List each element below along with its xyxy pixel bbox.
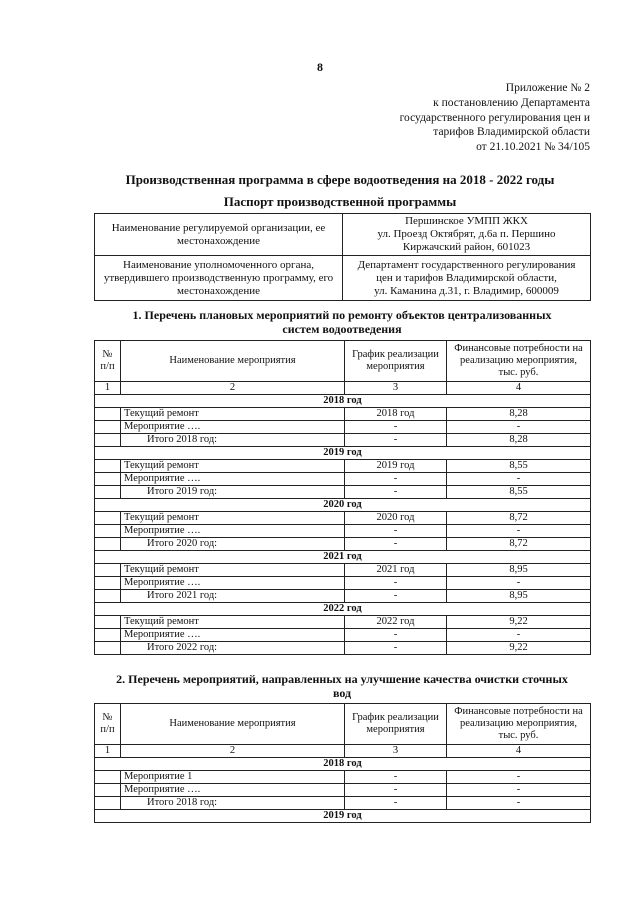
- section1-title-line: систем водоотведения: [282, 322, 402, 336]
- row-schedule: -: [345, 421, 447, 434]
- table-row: [95, 564, 591, 577]
- table-row: [95, 577, 591, 590]
- row-value: 8,72: [447, 538, 591, 551]
- row-name: Итого 2018 год:: [121, 797, 345, 810]
- row-value: 8,95: [447, 590, 591, 603]
- row-value: 8,72: [447, 512, 591, 525]
- header-name: Наименование мероприятия: [121, 704, 345, 745]
- document-subtitle: Паспорт производственной программы: [223, 194, 457, 209]
- header-finance: Финансовые потребности на реализацию мероприятия, тыс. руб.: [447, 341, 591, 382]
- row-num: [95, 797, 121, 810]
- row-name: Итого 2020 год:: [121, 538, 345, 551]
- section2-title: [94, 672, 590, 700]
- document-title: Производственная программа в сфере водоотведения на 2018 - 2022 годы: [125, 172, 555, 187]
- table-row: [95, 434, 591, 447]
- row-name: Итого 2019 год:: [121, 486, 345, 499]
- header-num: № п/п: [95, 704, 121, 745]
- row-num: [95, 525, 121, 538]
- row-schedule: 2021 год: [345, 564, 447, 577]
- appendix-line: от 21.10.2021 № 34/105: [476, 141, 590, 154]
- row-value: -: [447, 473, 591, 486]
- year-row: [95, 499, 591, 512]
- year-label: 2021 год: [95, 551, 591, 564]
- table-row: [95, 421, 591, 434]
- table-row: [95, 408, 591, 421]
- row-num: [95, 590, 121, 603]
- section1-title-line: 1. Перечень плановых мероприятий по ремонту объектов централизованных: [132, 308, 552, 322]
- row-value: -: [447, 784, 591, 797]
- row-schedule: -: [345, 629, 447, 642]
- row-name: Мероприятие ….: [121, 784, 345, 797]
- section1-title: [94, 308, 590, 336]
- passport-row: [95, 256, 591, 301]
- row-num: [95, 538, 121, 551]
- row-value: -: [447, 629, 591, 642]
- row-schedule: -: [345, 434, 447, 447]
- row-schedule: -: [345, 797, 447, 810]
- row-schedule: -: [345, 577, 447, 590]
- row-schedule: -: [345, 784, 447, 797]
- row-value: -: [447, 577, 591, 590]
- row-value: -: [447, 797, 591, 810]
- passport-row: [95, 214, 591, 256]
- appendix-line: к постановлению Департамента: [433, 96, 590, 109]
- table-row: [95, 473, 591, 486]
- column-index: 3: [345, 745, 447, 758]
- table-row: [95, 538, 591, 551]
- table-row: [95, 629, 591, 642]
- row-num: [95, 564, 121, 577]
- row-schedule: 2018 год: [345, 408, 447, 421]
- column-index: 1: [95, 745, 121, 758]
- year-label: 2019 год: [95, 810, 591, 823]
- row-value: 9,22: [447, 642, 591, 655]
- column-index: 3: [345, 382, 447, 395]
- column-index: 1: [95, 382, 121, 395]
- table-row: [95, 460, 591, 473]
- row-name: Итого 2021 год:: [121, 590, 345, 603]
- row-name: Мероприятие ….: [121, 577, 345, 590]
- row-num: [95, 642, 121, 655]
- row-num: [95, 421, 121, 434]
- year-row: [95, 551, 591, 564]
- row-schedule: 2020 год: [345, 512, 447, 525]
- row-value: -: [447, 771, 591, 784]
- row-name: Текущий ремонт: [121, 408, 345, 421]
- passport-value-line: цен и тарифов Владимирской области,: [376, 271, 557, 284]
- row-schedule: -: [345, 590, 447, 603]
- row-value: 8,28: [447, 408, 591, 421]
- table-row: [95, 616, 591, 629]
- repair-measures-table: [94, 340, 591, 655]
- table-row: [95, 797, 591, 810]
- row-value: 9,22: [447, 616, 591, 629]
- passport-label: Наименование уполномоченного органа, утвердившего производственную программу, его местонахождение: [95, 256, 343, 301]
- passport-value-line: ул. Проезд Октябрят, д.6а п. Першино: [377, 228, 556, 240]
- treatment-measures-table: [94, 703, 591, 823]
- row-name: Текущий ремонт: [121, 564, 345, 577]
- year-row: [95, 810, 591, 823]
- row-num: [95, 577, 121, 590]
- column-index: 4: [447, 745, 591, 758]
- row-name: Итого 2022 год:: [121, 642, 345, 655]
- table-row: [95, 512, 591, 525]
- row-num: [95, 616, 121, 629]
- row-name: Мероприятие 1: [121, 771, 345, 784]
- row-num: [95, 434, 121, 447]
- table-row: [95, 771, 591, 784]
- year-label: 2022 год: [95, 603, 591, 616]
- section2-title-line: вод: [332, 686, 352, 700]
- table-row: [95, 784, 591, 797]
- passport-label: Наименование регулируемой организации, ее местонахождение: [95, 214, 343, 256]
- table-row: [95, 525, 591, 538]
- column-index: 2: [121, 382, 345, 395]
- year-row: [95, 447, 591, 460]
- row-name: Мероприятие ….: [121, 473, 345, 486]
- row-value: -: [447, 421, 591, 434]
- row-num: [95, 784, 121, 797]
- appendix-line: Приложение № 2: [505, 82, 590, 94]
- row-num: [95, 408, 121, 421]
- year-label: 2018 год: [95, 395, 591, 408]
- year-label: 2019 год: [95, 447, 591, 460]
- header-name: Наименование мероприятия: [121, 341, 345, 382]
- column-index: 2: [121, 745, 345, 758]
- row-value: 8,55: [447, 486, 591, 499]
- passport-value: [343, 256, 591, 301]
- row-name: Мероприятие ….: [121, 629, 345, 642]
- section2-title-line: 2. Перечень мероприятий, направленных на улучшение качества очистки сточных: [116, 672, 568, 686]
- year-label: 2018 год: [95, 758, 591, 771]
- header-finance: Финансовые потребности на реализацию мероприятия, тыс. руб.: [447, 704, 591, 745]
- column-index-row: [95, 382, 591, 395]
- row-schedule: -: [345, 473, 447, 486]
- table-header-row: [95, 704, 591, 745]
- row-value: 8,95: [447, 564, 591, 577]
- header-schedule: График реализации мероприятия: [345, 704, 447, 745]
- row-schedule: -: [345, 642, 447, 655]
- row-schedule: -: [345, 538, 447, 551]
- page-number: 8: [317, 60, 323, 74]
- passport-value-line: ул. Каманина д.31, г. Владимир, 600009: [374, 284, 559, 297]
- year-row: [95, 758, 591, 771]
- year-label: 2020 год: [95, 499, 591, 512]
- header-num: № п/п: [95, 341, 121, 382]
- passport-value-line: Департамент государственного регулирования: [357, 258, 576, 271]
- passport-table: [94, 213, 591, 301]
- row-num: [95, 629, 121, 642]
- passport-value-line: Киржачский район, 601023: [402, 241, 531, 253]
- table-row: [95, 486, 591, 499]
- row-num: [95, 486, 121, 499]
- row-schedule: -: [345, 525, 447, 538]
- row-num: [95, 460, 121, 473]
- passport-value-line: Першинское УМПП ЖКХ: [405, 215, 528, 227]
- row-num: [95, 771, 121, 784]
- row-name: Итого 2018 год:: [121, 434, 345, 447]
- appendix-line: тарифов Владимирской области: [433, 126, 590, 139]
- table-row: [95, 642, 591, 655]
- table-row: [95, 590, 591, 603]
- row-value: 8,28: [447, 434, 591, 447]
- year-row: [95, 395, 591, 408]
- header-schedule: График реализации мероприятия: [345, 341, 447, 382]
- row-name: Мероприятие ….: [121, 525, 345, 538]
- row-name: Текущий ремонт: [121, 512, 345, 525]
- appendix-block: [370, 81, 590, 155]
- row-schedule: 2019 год: [345, 460, 447, 473]
- row-schedule: 2022 год: [345, 616, 447, 629]
- column-index-row: [95, 745, 591, 758]
- row-value: 8,55: [447, 460, 591, 473]
- column-index: 4: [447, 382, 591, 395]
- passport-value: [343, 214, 591, 256]
- row-value: -: [447, 525, 591, 538]
- row-name: Текущий ремонт: [121, 616, 345, 629]
- row-name: Мероприятие ….: [121, 421, 345, 434]
- table-header-row: [95, 341, 591, 382]
- row-schedule: -: [345, 771, 447, 784]
- appendix-line: государственного регулирования цен и: [399, 111, 590, 124]
- row-schedule: -: [345, 486, 447, 499]
- row-name: Текущий ремонт: [121, 460, 345, 473]
- year-row: [95, 603, 591, 616]
- row-num: [95, 512, 121, 525]
- row-num: [95, 473, 121, 486]
